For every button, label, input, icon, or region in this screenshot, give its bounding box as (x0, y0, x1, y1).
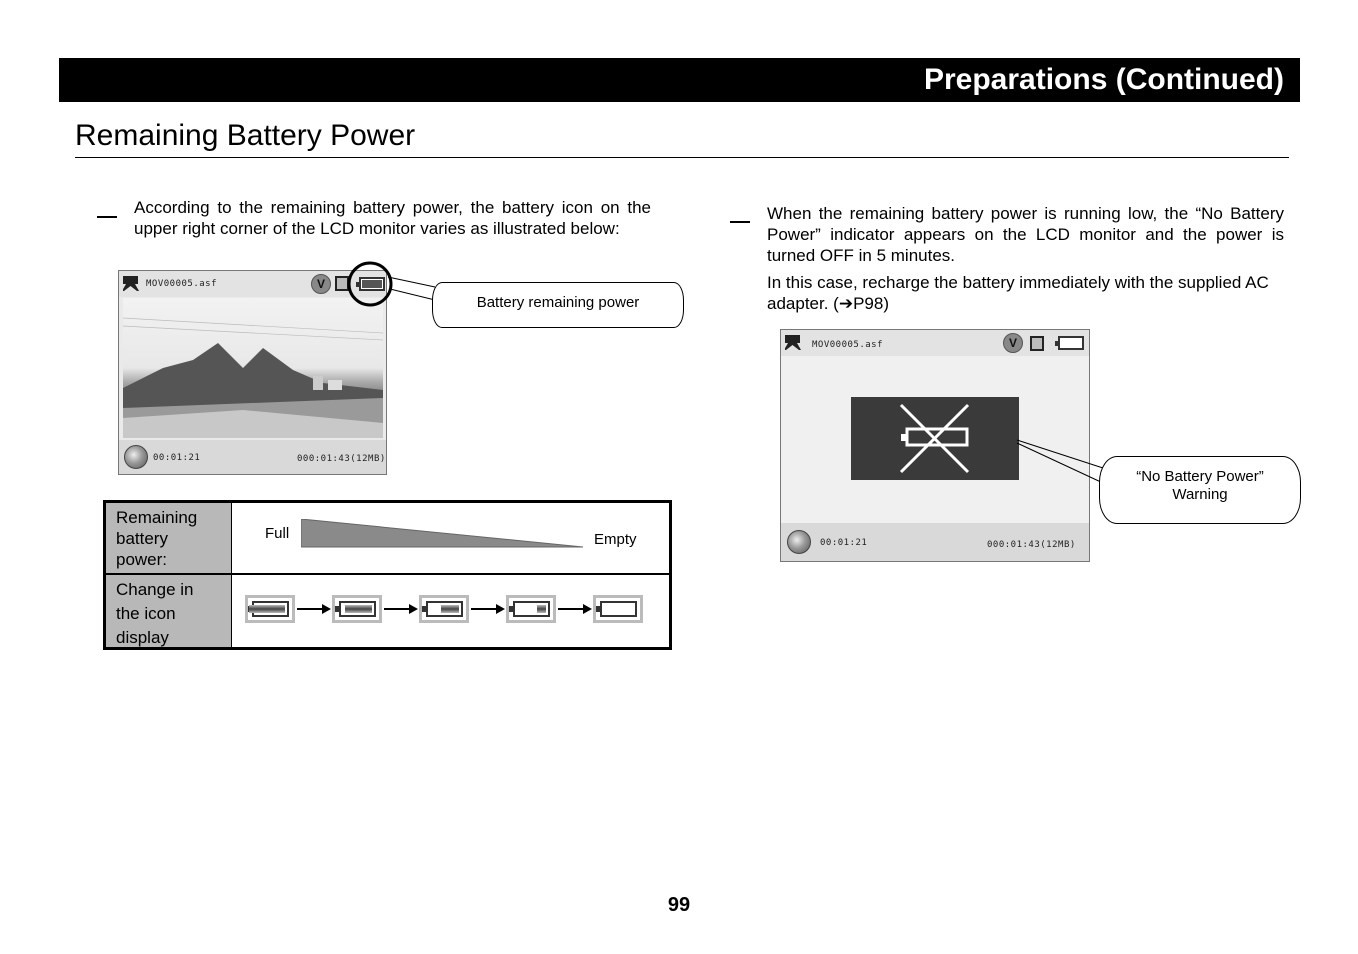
page-header-title: Preparations (Continued) (923, 63, 1284, 96)
battery-level-icon (593, 595, 643, 623)
lcd-filename: MOV00005.asf (812, 340, 884, 350)
sequence-arrow (297, 608, 329, 610)
landscape-photo (123, 298, 383, 438)
sequence-arrow (384, 608, 416, 610)
sequence-arrow (471, 608, 503, 610)
section-title: Remaining Battery Power (75, 119, 416, 152)
row-header-change: Change in the icon display (116, 580, 194, 647)
lcd-elapsed-time: 00:01:21 (153, 453, 201, 463)
battery-level-icon (245, 595, 295, 623)
page-number: 99 (667, 894, 691, 916)
record-indicator-icon (124, 445, 148, 469)
battery-level-table (103, 500, 672, 650)
full-label: Full (265, 525, 290, 542)
movie-camera-icon (785, 334, 803, 350)
no-battery-warning-box (851, 397, 1019, 480)
no-battery-warning-callout: “No Battery Power” Warning (1099, 456, 1301, 524)
right-bullet-text-1: When the remaining battery power is running low, the “No Battery Power” indicator appears on the LCD monitor and the power is turned OFF in 5 minutes. (767, 204, 1284, 265)
lcd-remaining-time: 000:01:43(12MB) (297, 454, 386, 464)
battery-empty-icon (1058, 336, 1084, 350)
v-mode-badge: V (311, 274, 331, 294)
lcd-time-bar (781, 523, 1089, 561)
header-bar (59, 58, 1300, 102)
section-divider (75, 157, 1289, 158)
empty-label: Empty (594, 531, 637, 548)
battery-remaining-callout: Battery remaining power (432, 282, 684, 328)
right-bullet-text-2: In this case, recharge the battery immediately with the supplied AC adapter. (➔P98) (767, 273, 1269, 313)
bullet-marker (97, 216, 117, 218)
bullet-marker (730, 221, 750, 223)
memory-card-icon (1030, 336, 1044, 351)
v-mode-badge: V (1003, 333, 1023, 353)
table-row-divider (106, 573, 669, 575)
lcd-filename: MOV00005.asf (146, 279, 218, 289)
left-bullet-text: According to the remaining battery power, the battery icon on the upper right corner of the LCD monitor varies as illustrated below: (134, 198, 651, 238)
movie-camera-icon (123, 275, 141, 291)
row-header-remaining: Remaining battery power: (116, 508, 198, 569)
battery-level-icon (506, 595, 556, 623)
record-indicator-icon (787, 530, 811, 554)
no-battery-icon (851, 397, 1019, 480)
lcd-elapsed-time: 00:01:21 (820, 538, 868, 548)
mountain-illustration (123, 298, 383, 438)
lcd-time-bar (119, 440, 386, 474)
battery-level-icon (419, 595, 469, 623)
battery-level-icon (332, 595, 382, 623)
lcd-status-bar (781, 330, 1089, 356)
sequence-arrow (558, 608, 590, 610)
level-wedge (301, 519, 586, 549)
lcd-remaining-time: 000:01:43(12MB) (987, 540, 1076, 550)
